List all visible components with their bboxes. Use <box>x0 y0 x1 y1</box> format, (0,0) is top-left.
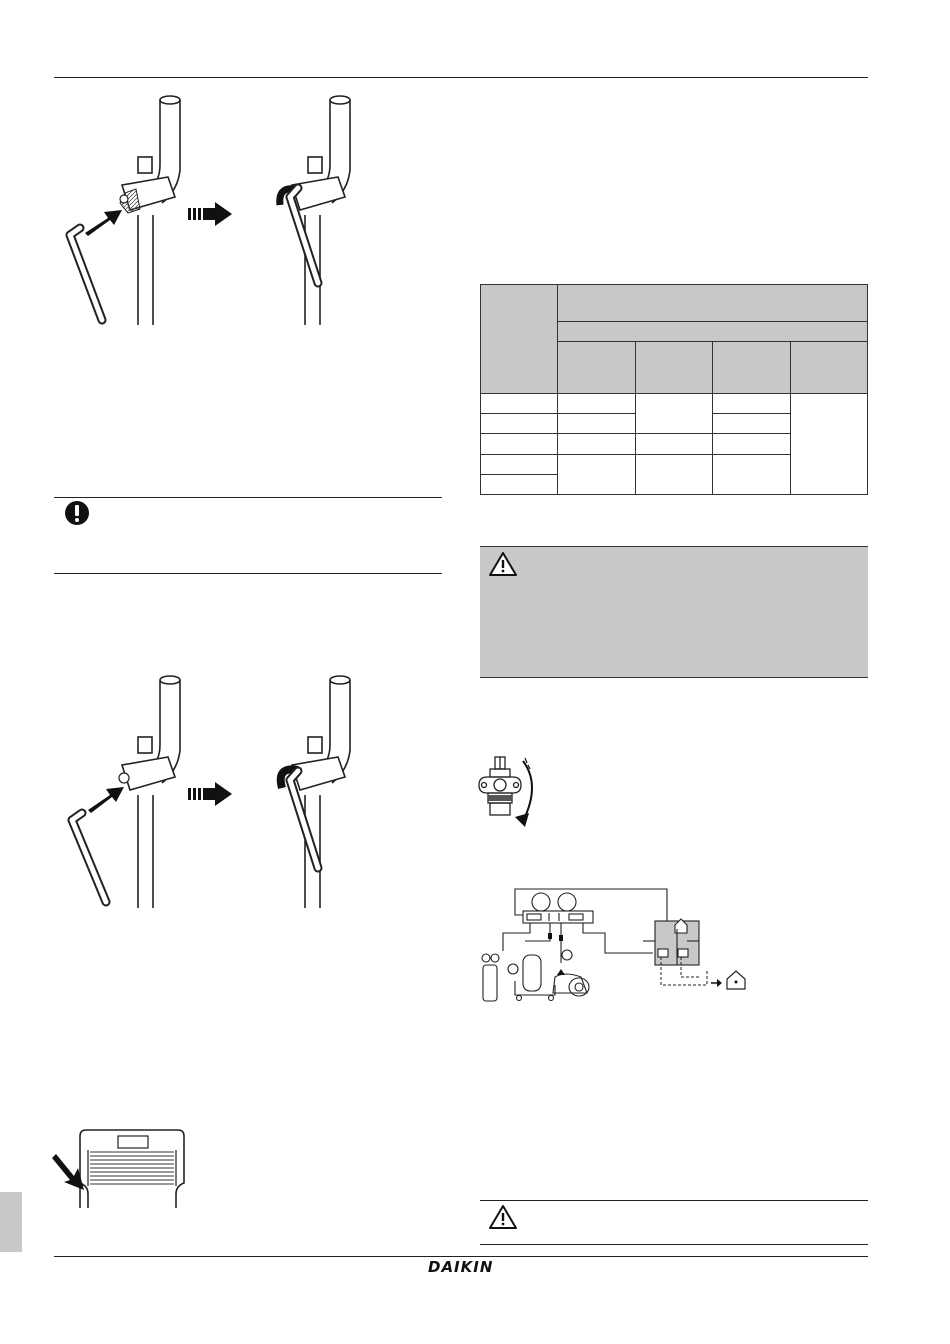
warning-triangle-icon <box>488 1204 518 1230</box>
table-header-col-1 <box>558 342 636 394</box>
table-header-col-2 <box>636 342 713 394</box>
valve-hex-key-figure-2 <box>50 670 390 910</box>
chapter-side-tab <box>0 1192 22 1252</box>
vacuum-setup-diagram <box>475 885 765 1005</box>
table-header-col-3 <box>713 342 791 394</box>
specification-table <box>480 284 868 495</box>
table-cell <box>713 455 791 495</box>
notice-top-rule <box>54 497 442 498</box>
warning-triangle-icon <box>488 551 518 577</box>
service-port-cap-figure <box>50 1128 190 1213</box>
table-cell <box>481 475 558 495</box>
table-cell <box>558 394 636 414</box>
table-cell <box>558 455 636 495</box>
table-header-subgroup <box>558 322 868 342</box>
table-cell <box>713 394 791 414</box>
table-cell <box>481 434 558 455</box>
notice-bottom-rule <box>54 573 442 574</box>
table-cell <box>481 394 558 414</box>
warning-box <box>480 546 868 678</box>
table-header-corner <box>481 285 558 394</box>
table-cell <box>636 394 713 434</box>
caution-top-rule <box>480 1200 868 1201</box>
table-cell <box>481 455 558 475</box>
exclamation-circle-icon <box>64 500 90 526</box>
table-header-group <box>558 285 868 322</box>
footer-rule <box>54 1256 868 1257</box>
daikin-logo: DAIKIN <box>428 1258 494 1276</box>
valve-hex-key-figure-1 <box>50 85 390 330</box>
table-cell <box>636 434 713 455</box>
table-cell <box>558 414 636 434</box>
table-cell <box>713 414 791 434</box>
table-cell <box>481 414 558 434</box>
header-rule <box>54 77 868 78</box>
table-cell <box>791 394 868 495</box>
caution-bottom-rule <box>480 1244 868 1245</box>
valve-rotation-figure <box>475 755 555 833</box>
table-cell <box>636 455 713 495</box>
table-cell <box>713 434 791 455</box>
table-cell <box>558 434 636 455</box>
table-header-col-4 <box>791 342 868 394</box>
